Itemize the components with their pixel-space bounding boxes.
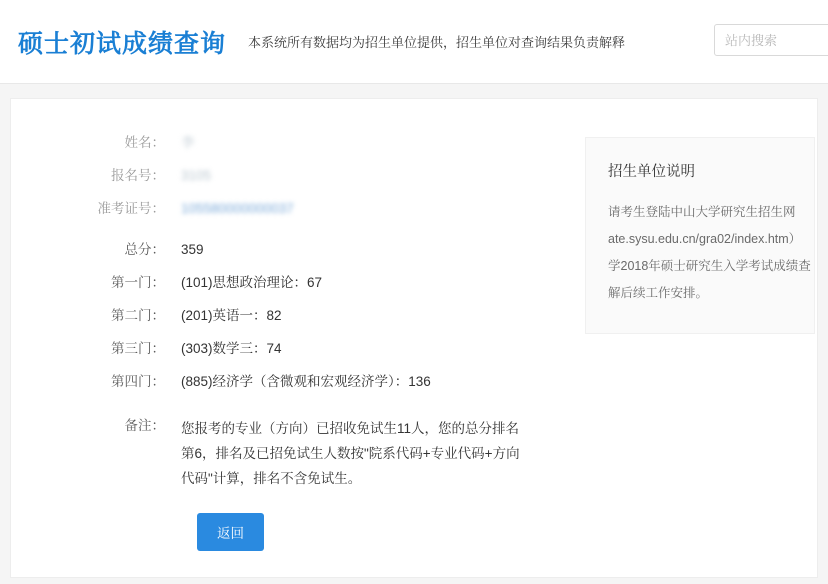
row-value: (201)英语一：82 <box>181 308 282 323</box>
panel-line: 解后续工作安排。 <box>608 286 709 300</box>
admission-unit-panel <box>585 137 815 334</box>
row-value: 李 <box>181 135 195 150</box>
remark-text: 您报考的专业（方向）已招收免试生11人，您的总分排名第6，排名及已招免试生人数按"院系代码+专业代码+方向代码"计算，排名不含免试生。 <box>181 421 520 486</box>
row-label: 报名号： <box>111 168 165 183</box>
table-row <box>21 339 571 359</box>
table-row <box>21 306 571 326</box>
panel-line: 请考生登陆中山大学研究生招生网 <box>608 205 796 219</box>
remark-row <box>21 416 571 491</box>
row-value: 359 <box>181 242 204 257</box>
row-value: 3105 <box>181 168 212 183</box>
table-row <box>21 240 571 260</box>
divider-space <box>21 232 571 240</box>
row-value: (303)数学三：74 <box>181 341 282 356</box>
row-label: 姓名： <box>124 135 165 150</box>
panel-title: 招生单位说明 <box>608 164 695 180</box>
page-body <box>0 84 828 578</box>
result-card <box>10 98 818 578</box>
row-label: 第二门： <box>111 308 165 323</box>
score-result-list <box>11 133 571 551</box>
table-row <box>21 166 571 186</box>
panel-line: 学2018年硕士研究生入学考试成绩查 <box>608 259 811 273</box>
row-label: 准考证号： <box>97 201 165 216</box>
site-header <box>0 0 828 84</box>
row-value: (101)思想政治理论：67 <box>181 275 323 290</box>
search-input[interactable] <box>714 24 828 56</box>
site-search <box>714 24 828 56</box>
button-row <box>21 513 571 551</box>
row-value: 105580000000037 <box>181 201 294 216</box>
row-label: 第四门： <box>111 374 165 389</box>
back-button[interactable]: 返回 <box>197 513 264 551</box>
table-row <box>21 133 571 153</box>
card-content <box>11 133 817 551</box>
table-row <box>21 199 571 219</box>
table-row <box>21 273 571 293</box>
row-label: 总分： <box>124 242 165 257</box>
row-label: 第一门： <box>111 275 165 290</box>
row-value: (885)经济学（含微观和宏观经济学）：136 <box>181 374 431 389</box>
row-label: 第三门： <box>111 341 165 356</box>
page-title: 硕士初试成绩查询 <box>18 29 227 58</box>
table-row <box>21 372 571 392</box>
panel-line: ate.sysu.edu.cn/gra02/index.htm） <box>608 232 802 246</box>
header-description: 本系统所有数据均为招生单位提供，招生单位对查询结果负责解释 <box>248 35 626 50</box>
remark-label: 备注： <box>124 418 165 433</box>
